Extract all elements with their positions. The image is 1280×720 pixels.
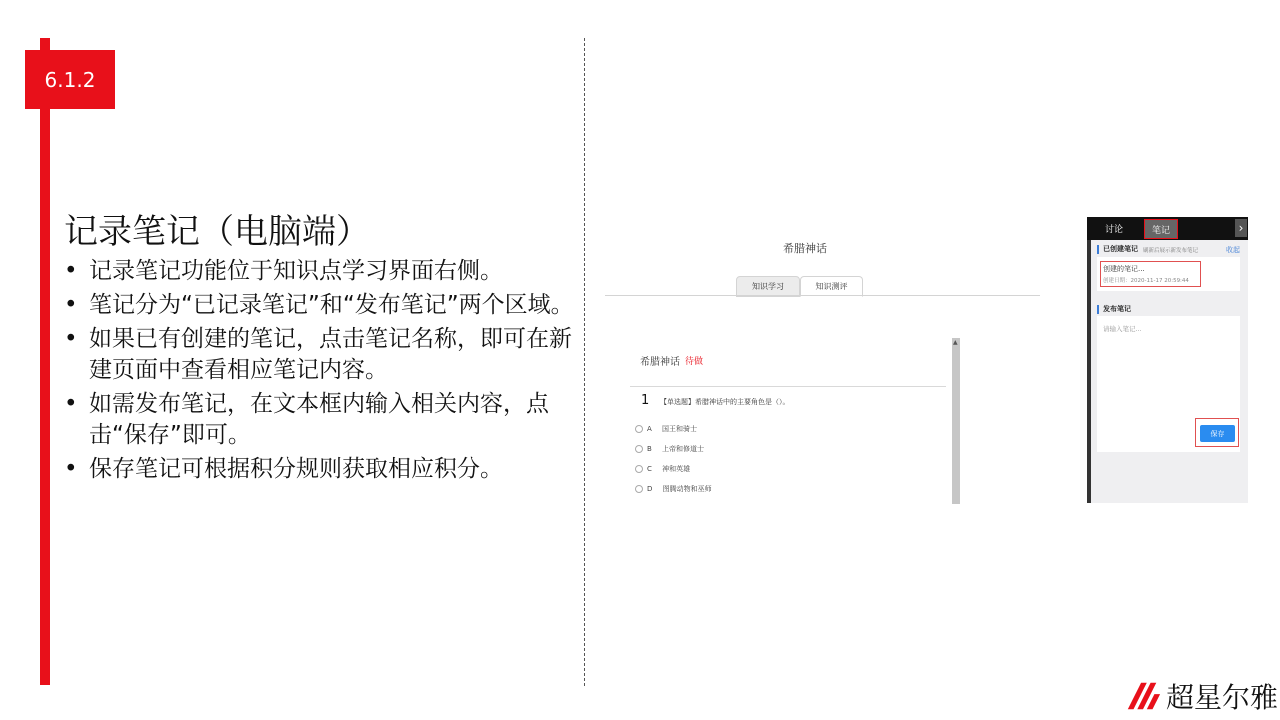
created-notes-heading: 已创建笔记 bbox=[1097, 245, 1138, 254]
chaoxing-logo-icon bbox=[1124, 677, 1162, 715]
collapse-link[interactable]: 收起 bbox=[1226, 246, 1240, 254]
left-accent-bar bbox=[40, 38, 50, 685]
bullet-item bbox=[64, 389, 574, 451]
bullet-dot: • bbox=[64, 326, 78, 352]
option-letter: A bbox=[647, 425, 652, 433]
bullet-dot: • bbox=[64, 258, 78, 284]
bullet-list bbox=[64, 256, 574, 488]
tab-knowledge-learning[interactable]: 知识学习 bbox=[736, 276, 800, 297]
slide-title: 记录笔记（电脑端） bbox=[64, 212, 370, 252]
bullet-text: 记录笔记功能位于知识点学习界面右侧。 bbox=[89, 258, 503, 284]
brand-logo bbox=[1124, 676, 1278, 716]
answer-option-a[interactable] bbox=[635, 424, 697, 434]
bullet-item bbox=[64, 290, 574, 321]
quiz-title: 希腊神话 bbox=[640, 357, 680, 368]
bullet-text: 如果已有创建的笔记，点击笔记名称，即可在新建页面中查看相应笔记内容。 bbox=[89, 326, 572, 383]
answer-option-c[interactable] bbox=[635, 464, 690, 474]
course-screenshot bbox=[605, 228, 1042, 504]
question-text: 【单选题】希腊神话中的主要角色是（）。 bbox=[660, 398, 790, 406]
option-letter: C bbox=[647, 465, 652, 473]
quiz-status-badge: 待做 bbox=[685, 357, 704, 367]
answer-option-d[interactable] bbox=[635, 484, 712, 494]
radio-icon[interactable] bbox=[635, 465, 643, 473]
course-title: 希腊神话 bbox=[783, 242, 827, 255]
notes-topbar bbox=[1087, 217, 1248, 240]
save-button[interactable]: 保存 bbox=[1200, 425, 1235, 442]
section-number-badge: 6.1.2 bbox=[25, 50, 115, 109]
panel-edge bbox=[1087, 217, 1091, 503]
bullet-dot: • bbox=[64, 292, 78, 318]
bullet-dot: • bbox=[64, 456, 78, 482]
chevron-right-icon[interactable]: › bbox=[1235, 219, 1247, 237]
option-text: 国王和骑士 bbox=[662, 425, 698, 433]
question-number: 1 bbox=[641, 393, 650, 408]
option-letter: D bbox=[647, 485, 653, 493]
note-textarea[interactable]: 请输入笔记... bbox=[1097, 316, 1240, 452]
quiz-scrollbar[interactable] bbox=[952, 338, 960, 504]
option-text: 神和英雄 bbox=[662, 465, 691, 473]
scroll-up-arrow-icon[interactable]: ▲ bbox=[953, 339, 958, 346]
option-text: 图腾动物和巫师 bbox=[662, 485, 712, 493]
radio-icon[interactable] bbox=[635, 485, 643, 493]
bullet-text: 如需发布笔记，在文本框内输入相关内容，点击“保存”即可。 bbox=[89, 391, 549, 448]
brand-name: 超星尔雅 bbox=[1166, 681, 1279, 714]
option-letter: B bbox=[647, 445, 652, 453]
notes-panel-screenshot bbox=[1087, 217, 1248, 503]
note-date: 创建日期：2020-11-17 20:59:44 bbox=[1103, 278, 1189, 284]
bullet-item bbox=[64, 256, 574, 287]
note-name-link[interactable]: 创建的笔记... bbox=[1103, 265, 1145, 273]
publish-notes-heading: 发布笔记 bbox=[1097, 305, 1131, 314]
radio-icon[interactable] bbox=[635, 445, 643, 453]
bullet-item bbox=[64, 324, 574, 386]
quiz-divider bbox=[630, 386, 946, 387]
bullet-item bbox=[64, 454, 574, 485]
bullet-text: 笔记分为“已记录笔记”和“发布笔记”两个区域。 bbox=[89, 292, 574, 318]
answer-option-b[interactable] bbox=[635, 444, 704, 454]
tab-notes[interactable]: 笔记 bbox=[1144, 219, 1178, 239]
option-text: 上帝和修道士 bbox=[662, 445, 705, 453]
bullet-dot: • bbox=[64, 391, 78, 417]
tab-underline bbox=[605, 295, 1040, 296]
refresh-hint: 刷新后展示新发布笔记 bbox=[1143, 248, 1199, 254]
dashed-divider bbox=[584, 38, 585, 686]
tab-discussion[interactable]: 讨论 bbox=[1105, 225, 1124, 235]
bullet-text: 保存笔记可根据积分规则获取相应积分。 bbox=[89, 456, 503, 482]
tab-knowledge-test[interactable]: 知识测评 bbox=[800, 276, 863, 297]
radio-icon[interactable] bbox=[635, 425, 643, 433]
